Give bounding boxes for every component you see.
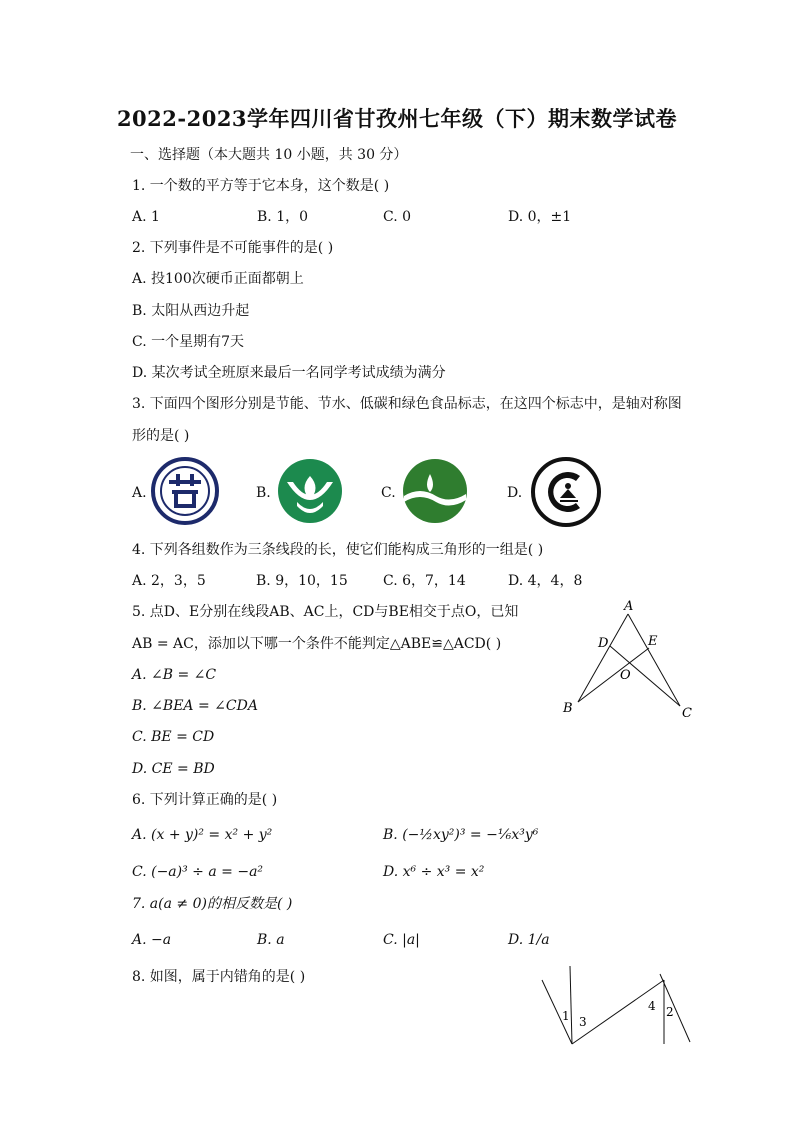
angle-label-1: 1 (562, 1009, 570, 1023)
label-d: D (598, 636, 609, 651)
angle-label-2: 2 (666, 1005, 674, 1019)
q6-option-d: D. x⁶ ÷ x³ = x² (383, 864, 485, 880)
q6-option-c: C. (−a)³ ÷ a = −a² (132, 864, 264, 880)
q3-option-c: C. (381, 485, 396, 501)
q1-option-b: B. 1，0 (257, 209, 309, 225)
question-3-stem-line2: 形的是( ) (132, 428, 190, 444)
question-4-stem: 4. 下列各组数作为三条线段的长，使它们能构成三角形的一组是( ) (132, 542, 544, 558)
q4-option-c: C. 6，7，14 (383, 573, 466, 589)
q5-option-b: B. ∠BEA = ∠CDA (132, 698, 258, 714)
label-o: O (620, 668, 631, 683)
water-saving-logo (275, 456, 345, 526)
angle-label-3: 3 (579, 1015, 587, 1029)
q1-option-a: A. 1 (132, 209, 160, 225)
q6-option-b: B. (−½xy²)³ = −⅙x³y⁶ (383, 827, 539, 843)
q4-option-a: A. 2，3，5 (132, 573, 206, 589)
question-3-stem-line1: 3. 下面四个图形分别是节能、节水、低碳和绿色食品标志，在这四个标志中，是轴对称图 (132, 396, 682, 412)
q3-option-a: A. (132, 485, 147, 501)
question-7-stem: 7. a(a ≠ 0)的相反数是( ) (132, 896, 293, 912)
q7-option-c: C. |a| (383, 932, 420, 948)
q5-option-a: A. ∠B = ∠C (132, 667, 217, 683)
q7-option-d: D. 1/a (508, 932, 550, 948)
q2-option-b: B. 太阳从西边升起 (132, 303, 250, 319)
question-2-stem: 2. 下列事件是不可能事件的是( ) (132, 240, 334, 256)
label-a: A (624, 599, 634, 614)
angles-figure (536, 964, 696, 1048)
question-6-stem: 6. 下列计算正确的是( ) (132, 792, 278, 808)
q5-option-c: C. BE = CD (132, 729, 215, 745)
green-food-logo (530, 456, 602, 528)
q5-option-d: D. CE = BD (132, 761, 215, 777)
label-e: E (648, 634, 658, 649)
energy-saving-logo (150, 456, 220, 526)
triangle-figure (558, 596, 698, 722)
question-1-stem: 1. 一个数的平方等于它本身，这个数是( ) (132, 178, 390, 194)
q3-option-b: B. (256, 485, 271, 501)
question-8-stem: 8. 如图，属于内错角的是( ) (132, 969, 306, 985)
angle-label-4: 4 (648, 999, 656, 1013)
section-heading: 一、选择题（本大题共 10 小题，共 30 分） (130, 147, 408, 163)
low-carbon-logo (400, 456, 470, 526)
q4-option-d: D. 4，4，8 (508, 573, 583, 589)
question-5-stem-line1: 5. 点D、E分别在线段AB、AC上，CD与BE相交于点O，已知 (132, 604, 519, 620)
q1-option-c: C. 0 (383, 209, 412, 225)
label-c: C (682, 706, 692, 721)
q1-option-d: D. 0，±1 (508, 209, 572, 225)
q7-option-a: A. −a (132, 932, 172, 948)
q2-option-d: D. 某次考试全班原来最后一名同学考试成绩为满分 (132, 365, 446, 381)
page-title: 2022-2023学年四川省甘孜州七年级（下）期末数学试卷 (116, 106, 678, 131)
question-5-stem-line2: AB = AC，添加以下哪一个条件不能判定△ABE≌△ACD( ) (132, 636, 502, 652)
q2-option-c: C. 一个星期有7天 (132, 334, 245, 350)
q6-option-a: A. (x + y)² = x² + y² (132, 827, 273, 843)
q7-option-b: B. a (257, 932, 285, 948)
q2-option-a: A. 投100次硬币正面都朝上 (132, 271, 304, 287)
label-b: B (563, 701, 573, 716)
q4-option-b: B. 9，10，15 (256, 573, 348, 589)
q3-option-d: D. (507, 485, 523, 501)
